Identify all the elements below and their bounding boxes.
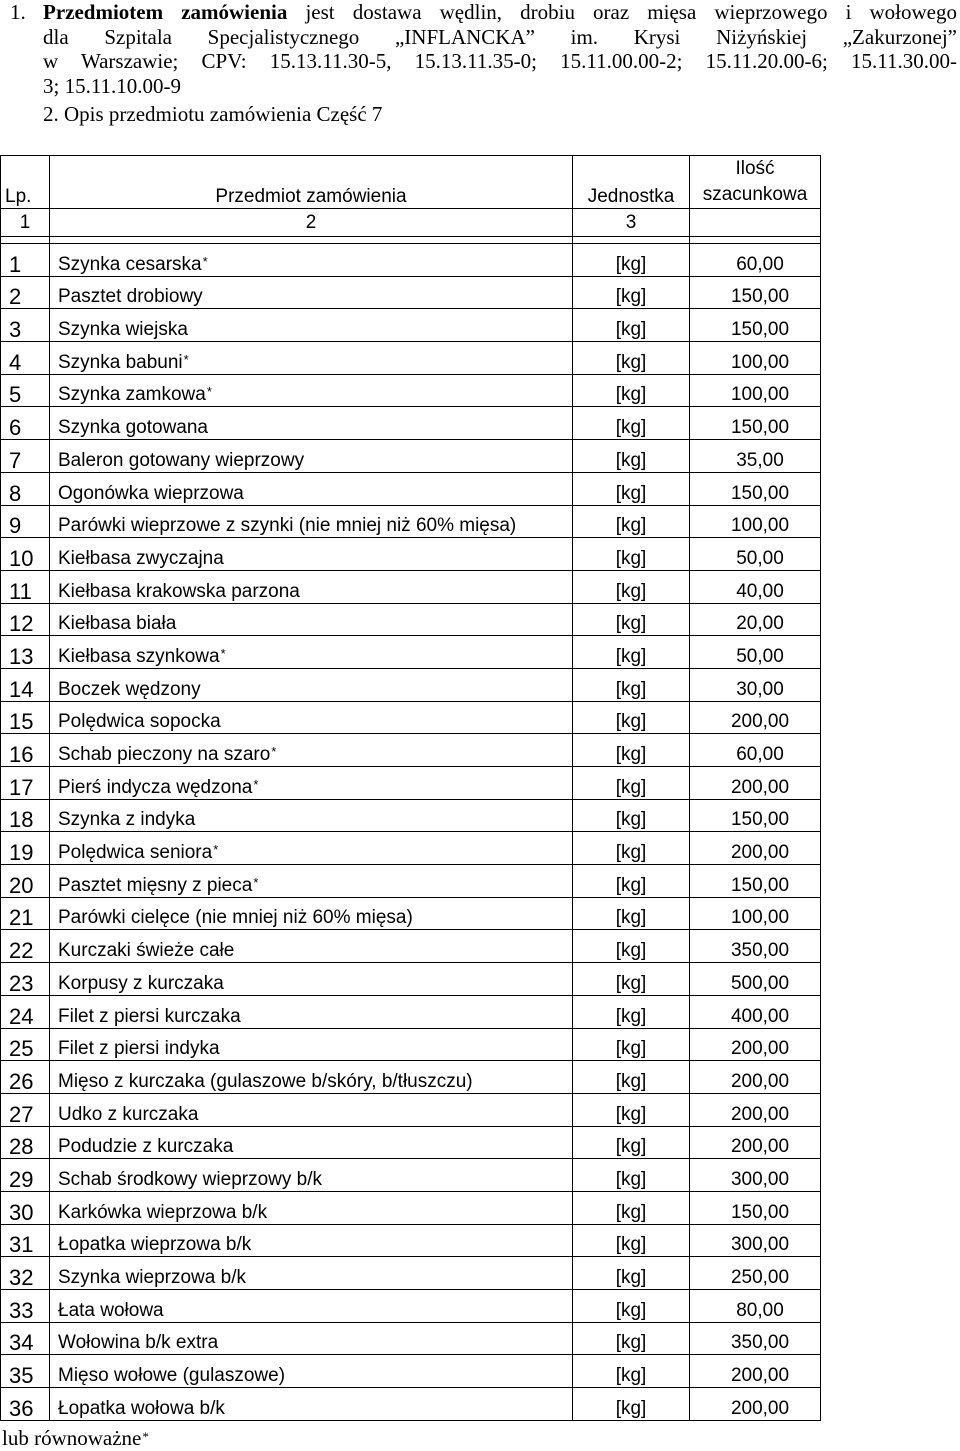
row-qty: 200,00 bbox=[690, 1093, 821, 1126]
row-unit: [kg] bbox=[573, 865, 690, 898]
table-row bbox=[1, 472, 821, 505]
row-lp: 25 bbox=[1, 1028, 50, 1061]
row-name-cell bbox=[50, 799, 573, 832]
column-number-1: 1 bbox=[1, 209, 50, 237]
row-unit: [kg] bbox=[573, 342, 690, 375]
table-row bbox=[1, 799, 821, 832]
row-lp: 11 bbox=[1, 570, 50, 603]
row-unit: [kg] bbox=[573, 799, 690, 832]
intro-line-1 bbox=[43, 0, 957, 25]
table-row bbox=[1, 701, 821, 734]
spacer-row bbox=[1, 237, 821, 244]
row-lp: 16 bbox=[1, 734, 50, 767]
row-name-cell bbox=[50, 832, 573, 865]
table-body bbox=[1, 244, 821, 1421]
row-name: Szynka zamkowa bbox=[58, 384, 206, 406]
row-qty: 200,00 bbox=[690, 832, 821, 865]
row-lp: 32 bbox=[1, 1257, 50, 1290]
row-lp: 13 bbox=[1, 636, 50, 669]
row-qty: 60,00 bbox=[690, 244, 821, 277]
table-row bbox=[1, 1388, 821, 1421]
table-row bbox=[1, 276, 821, 309]
table-header-row bbox=[1, 156, 821, 209]
row-name-cell bbox=[50, 603, 573, 636]
intro-item-1 bbox=[10, 0, 957, 98]
row-unit: [kg] bbox=[573, 472, 690, 505]
table-row bbox=[1, 570, 821, 603]
row-unit: [kg] bbox=[573, 1224, 690, 1257]
row-lp: 35 bbox=[1, 1355, 50, 1388]
intro-bold-lead: Przedmiotem zamówienia bbox=[43, 0, 288, 24]
row-name-cell bbox=[50, 244, 573, 277]
row-qty: 60,00 bbox=[690, 734, 821, 767]
row-qty: 40,00 bbox=[690, 570, 821, 603]
row-name-cell bbox=[50, 309, 573, 342]
row-qty: 400,00 bbox=[690, 995, 821, 1028]
footnote bbox=[2, 1426, 149, 1451]
row-name-cell bbox=[50, 1028, 573, 1061]
row-name: Szynka z indyka bbox=[58, 809, 196, 831]
row-unit: [kg] bbox=[573, 538, 690, 571]
table-row bbox=[1, 603, 821, 636]
row-unit: [kg] bbox=[573, 570, 690, 603]
row-name: Szynka wieprzowa b/k bbox=[58, 1267, 246, 1288]
row-name-cell bbox=[50, 1126, 573, 1159]
row-name-cell bbox=[50, 1355, 573, 1388]
table-row bbox=[1, 440, 821, 473]
row-qty: 150,00 bbox=[690, 407, 821, 440]
row-name: Schab środkowy wieprzowy b/k bbox=[58, 1168, 322, 1190]
row-name-cell bbox=[50, 1093, 573, 1126]
table-row bbox=[1, 374, 821, 407]
row-qty: 20,00 bbox=[690, 603, 821, 636]
row-name-cell bbox=[50, 1322, 573, 1355]
row-lp: 8 bbox=[1, 472, 50, 505]
row-name-cell bbox=[50, 963, 573, 996]
row-unit: [kg] bbox=[573, 832, 690, 865]
intro-item-2: 2. Opis przedmiotu zamówienia Część 7 bbox=[43, 102, 383, 126]
row-unit: [kg] bbox=[573, 1093, 690, 1126]
row-name: Łata wołowa bbox=[58, 1299, 164, 1321]
row-unit: [kg] bbox=[573, 244, 690, 277]
asterisk-icon: * bbox=[253, 874, 259, 890]
row-qty: 35,00 bbox=[690, 440, 821, 473]
spacer-cell bbox=[690, 237, 821, 244]
column-number-row bbox=[1, 209, 821, 237]
row-qty: 150,00 bbox=[690, 472, 821, 505]
row-qty: 200,00 bbox=[690, 1388, 821, 1421]
row-qty: 200,00 bbox=[690, 1028, 821, 1061]
row-qty: 80,00 bbox=[690, 1290, 821, 1323]
table-row bbox=[1, 1159, 821, 1192]
row-name-cell bbox=[50, 1191, 573, 1224]
row-name: Łopatka wieprzowa b/k bbox=[58, 1234, 252, 1256]
row-unit: [kg] bbox=[573, 440, 690, 473]
row-name: Polędwica seniora bbox=[58, 842, 213, 864]
row-name: Schab pieczony na szaro bbox=[58, 744, 271, 765]
row-qty: 300,00 bbox=[690, 1224, 821, 1257]
row-name: Udko z kurczaka bbox=[58, 1103, 199, 1125]
row-name-cell bbox=[50, 472, 573, 505]
row-qty: 150,00 bbox=[690, 799, 821, 832]
row-lp: 34 bbox=[1, 1322, 50, 1355]
row-unit: [kg] bbox=[573, 1159, 690, 1192]
row-qty: 150,00 bbox=[690, 865, 821, 898]
row-unit: [kg] bbox=[573, 1290, 690, 1323]
header-qty bbox=[690, 156, 821, 209]
table-row bbox=[1, 244, 821, 277]
table-row bbox=[1, 963, 821, 996]
row-lp: 23 bbox=[1, 963, 50, 996]
row-name: Kiełbasa zwyczajna bbox=[58, 547, 224, 569]
row-name: Kiełbasa szynkowa bbox=[58, 645, 220, 667]
row-unit: [kg] bbox=[573, 767, 690, 800]
row-lp: 20 bbox=[1, 865, 50, 898]
row-qty: 200,00 bbox=[690, 1126, 821, 1159]
table-row bbox=[1, 1028, 821, 1061]
table-row bbox=[1, 1061, 821, 1094]
row-qty: 350,00 bbox=[690, 1322, 821, 1355]
row-name: Pasztet mięsny z pieca bbox=[58, 874, 253, 896]
intro-line-4: 3; 15.11.10.00-9 bbox=[43, 73, 182, 98]
row-name: Korpusy z kurczaka bbox=[58, 972, 224, 994]
row-name-cell bbox=[50, 374, 573, 407]
table-row bbox=[1, 930, 821, 963]
row-unit: [kg] bbox=[573, 1126, 690, 1159]
row-qty: 100,00 bbox=[690, 342, 821, 375]
row-name-cell bbox=[50, 767, 573, 800]
row-lp: 7 bbox=[1, 440, 50, 473]
spacer-cell bbox=[573, 237, 690, 244]
row-unit: [kg] bbox=[573, 734, 690, 767]
intro-line-3: w Warszawie; CPV: 15.13.11.30-5, 15.13.11.35-0; 15.11.00.00-2; 15.11.20.00-6; 15.11.30.00- bbox=[43, 49, 957, 73]
intro-line-2: dla Szpitala Specjalistycznego „INFLANCKA” im. Krysi Niżyńskiej „Zakurzonej” bbox=[43, 24, 957, 49]
asterisk-icon: * bbox=[253, 776, 259, 792]
row-name-cell bbox=[50, 1061, 573, 1094]
row-name: Parówki wieprzowe z szynki (nie mniej niż 60% mięsa) bbox=[58, 515, 517, 537]
row-name-cell bbox=[50, 995, 573, 1028]
row-lp: 2 bbox=[1, 276, 50, 309]
row-unit: [kg] bbox=[573, 995, 690, 1028]
row-qty: 200,00 bbox=[690, 1355, 821, 1388]
row-lp: 15 bbox=[1, 701, 50, 734]
row-name-cell bbox=[50, 1224, 573, 1257]
table-row bbox=[1, 668, 821, 701]
row-qty: 100,00 bbox=[690, 505, 821, 538]
row-unit: [kg] bbox=[573, 1257, 690, 1290]
row-unit: [kg] bbox=[573, 505, 690, 538]
row-lp: 33 bbox=[1, 1290, 50, 1323]
row-qty: 300,00 bbox=[690, 1159, 821, 1192]
column-number-3: 3 bbox=[573, 209, 690, 237]
table-row bbox=[1, 309, 821, 342]
header-qty-line1: Ilość bbox=[735, 158, 775, 179]
asterisk-icon: * bbox=[220, 645, 226, 661]
row-lp: 18 bbox=[1, 799, 50, 832]
table-row bbox=[1, 734, 821, 767]
row-name-cell bbox=[50, 505, 573, 538]
row-qty: 150,00 bbox=[690, 309, 821, 342]
row-unit: [kg] bbox=[573, 374, 690, 407]
row-name: Mięso z kurczaka (gulaszowe b/skóry, b/tłuszczu) bbox=[58, 1070, 473, 1092]
row-lp: 27 bbox=[1, 1093, 50, 1126]
spacer-cell bbox=[50, 237, 573, 244]
row-name: Boczek wędzony bbox=[58, 678, 201, 700]
row-name-cell bbox=[50, 668, 573, 701]
row-qty: 100,00 bbox=[690, 374, 821, 407]
row-unit: [kg] bbox=[573, 603, 690, 636]
row-lp: 5 bbox=[1, 374, 50, 407]
table-row bbox=[1, 1257, 821, 1290]
table-row bbox=[1, 1355, 821, 1388]
row-name: Szynka babuni bbox=[58, 351, 183, 373]
spacer-cell bbox=[1, 237, 50, 244]
intro-line-1-rest: jest dostawa wędlin, drobiu oraz mięsa wieprzowego i wołowego bbox=[305, 0, 957, 24]
row-lp: 3 bbox=[1, 309, 50, 342]
row-name-cell bbox=[50, 930, 573, 963]
row-name: Szynka cesarska bbox=[58, 253, 202, 275]
row-name: Szynka wiejska bbox=[58, 319, 188, 341]
intro-item-1-number: 1. bbox=[10, 0, 26, 24]
row-unit: [kg] bbox=[573, 309, 690, 342]
table-row bbox=[1, 538, 821, 571]
row-qty: 30,00 bbox=[690, 668, 821, 701]
table-row bbox=[1, 1126, 821, 1159]
row-lp: 10 bbox=[1, 538, 50, 571]
row-name-cell bbox=[50, 1257, 573, 1290]
row-name: Łopatka wołowa b/k bbox=[58, 1397, 225, 1419]
row-name: Pasztet drobiowy bbox=[58, 286, 203, 308]
column-number-empty bbox=[690, 209, 821, 237]
row-name: Filet z piersi indyka bbox=[58, 1038, 220, 1060]
header-name: Przedmiot zamówienia bbox=[50, 156, 573, 209]
asterisk-icon: * bbox=[183, 351, 189, 367]
table-row bbox=[1, 865, 821, 898]
row-unit: [kg] bbox=[573, 897, 690, 930]
row-lp: 19 bbox=[1, 832, 50, 865]
row-qty: 50,00 bbox=[690, 538, 821, 571]
row-lp: 36 bbox=[1, 1388, 50, 1421]
row-name: Kurczaki świeże całe bbox=[58, 940, 235, 962]
row-unit: [kg] bbox=[573, 1191, 690, 1224]
row-name-cell bbox=[50, 701, 573, 734]
row-name: Polędwica sopocka bbox=[58, 711, 221, 733]
table-row bbox=[1, 342, 821, 375]
row-unit: [kg] bbox=[573, 668, 690, 701]
asterisk-icon: * bbox=[271, 744, 277, 759]
row-name: Parówki cielęce (nie mniej niż 60% mięsa) bbox=[58, 907, 413, 929]
row-name-cell bbox=[50, 1290, 573, 1323]
row-lp: 26 bbox=[1, 1061, 50, 1094]
order-table bbox=[0, 155, 821, 1421]
row-name-cell bbox=[50, 1159, 573, 1192]
row-lp: 31 bbox=[1, 1224, 50, 1257]
table-row bbox=[1, 1290, 821, 1323]
table-row bbox=[1, 767, 821, 800]
row-name-cell bbox=[50, 897, 573, 930]
row-name: Szynka gotowana bbox=[58, 417, 208, 439]
header-qty-line2: szacunkowa bbox=[702, 184, 808, 205]
row-name: Kiełbasa biała bbox=[58, 613, 177, 635]
row-qty: 200,00 bbox=[690, 1061, 821, 1094]
row-name-cell bbox=[50, 538, 573, 571]
row-lp: 30 bbox=[1, 1191, 50, 1224]
row-lp: 4 bbox=[1, 342, 50, 375]
row-qty: 200,00 bbox=[690, 767, 821, 800]
row-name-cell bbox=[50, 1388, 573, 1421]
table-row bbox=[1, 636, 821, 669]
row-name-cell bbox=[50, 734, 573, 767]
header-unit: Jednostka bbox=[573, 156, 690, 209]
table-row bbox=[1, 407, 821, 440]
row-name: Wołowina b/k extra bbox=[58, 1332, 219, 1354]
row-name-cell bbox=[50, 440, 573, 473]
table-row bbox=[1, 1322, 821, 1355]
asterisk-icon: * bbox=[206, 384, 212, 400]
row-qty: 500,00 bbox=[690, 963, 821, 996]
row-name: Pierś indycza wędzona bbox=[58, 776, 253, 798]
row-lp: 12 bbox=[1, 603, 50, 636]
footnote-text: lub równoważne bbox=[2, 1426, 142, 1450]
footnote-star-icon: * bbox=[142, 1429, 149, 1444]
row-qty: 250,00 bbox=[690, 1257, 821, 1290]
row-name: Mięso wołowe (gulaszowe) bbox=[58, 1365, 286, 1387]
row-lp: 22 bbox=[1, 930, 50, 963]
row-name-cell bbox=[50, 276, 573, 309]
table-row bbox=[1, 1224, 821, 1257]
row-name: Baleron gotowany wieprzowy bbox=[58, 449, 305, 471]
table-row bbox=[1, 505, 821, 538]
row-unit: [kg] bbox=[573, 1061, 690, 1094]
row-name: Kiełbasa krakowska parzona bbox=[58, 580, 300, 602]
row-unit: [kg] bbox=[573, 701, 690, 734]
row-lp: 17 bbox=[1, 767, 50, 800]
row-unit: [kg] bbox=[573, 407, 690, 440]
row-qty: 150,00 bbox=[690, 1191, 821, 1224]
row-lp: 6 bbox=[1, 407, 50, 440]
row-lp: 28 bbox=[1, 1126, 50, 1159]
row-name: Ogonówka wieprzowa bbox=[58, 482, 244, 504]
table-row bbox=[1, 995, 821, 1028]
table-row bbox=[1, 832, 821, 865]
row-lp: 9 bbox=[1, 505, 50, 538]
row-name-cell bbox=[50, 570, 573, 603]
row-lp: 14 bbox=[1, 668, 50, 701]
row-name: Karkówka wieprzowa b/k bbox=[58, 1201, 268, 1223]
row-unit: [kg] bbox=[573, 930, 690, 963]
row-unit: [kg] bbox=[573, 636, 690, 669]
row-name: Podudzie z kurczaka bbox=[58, 1136, 234, 1158]
row-name-cell bbox=[50, 407, 573, 440]
row-unit: [kg] bbox=[573, 1322, 690, 1355]
row-lp: 21 bbox=[1, 897, 50, 930]
row-unit: [kg] bbox=[573, 1388, 690, 1421]
row-qty: 50,00 bbox=[690, 636, 821, 669]
asterisk-icon: * bbox=[202, 253, 208, 269]
row-name-cell bbox=[50, 342, 573, 375]
row-name-cell bbox=[50, 636, 573, 669]
row-qty: 100,00 bbox=[690, 897, 821, 930]
row-name-cell bbox=[50, 865, 573, 898]
column-number-2: 2 bbox=[50, 209, 573, 237]
table-row bbox=[1, 897, 821, 930]
asterisk-icon: * bbox=[213, 842, 219, 858]
row-qty: 200,00 bbox=[690, 701, 821, 734]
row-qty: 350,00 bbox=[690, 930, 821, 963]
table-row bbox=[1, 1191, 821, 1224]
row-unit: [kg] bbox=[573, 1355, 690, 1388]
row-name: Filet z piersi kurczaka bbox=[58, 1005, 241, 1027]
row-lp: 29 bbox=[1, 1159, 50, 1192]
row-lp: 24 bbox=[1, 995, 50, 1028]
table-row bbox=[1, 1093, 821, 1126]
row-lp: 1 bbox=[1, 244, 50, 277]
row-qty: 150,00 bbox=[690, 276, 821, 309]
header-lp: Lp. bbox=[1, 156, 50, 209]
row-unit: [kg] bbox=[573, 963, 690, 996]
row-unit: [kg] bbox=[573, 1028, 690, 1061]
row-unit: [kg] bbox=[573, 276, 690, 309]
